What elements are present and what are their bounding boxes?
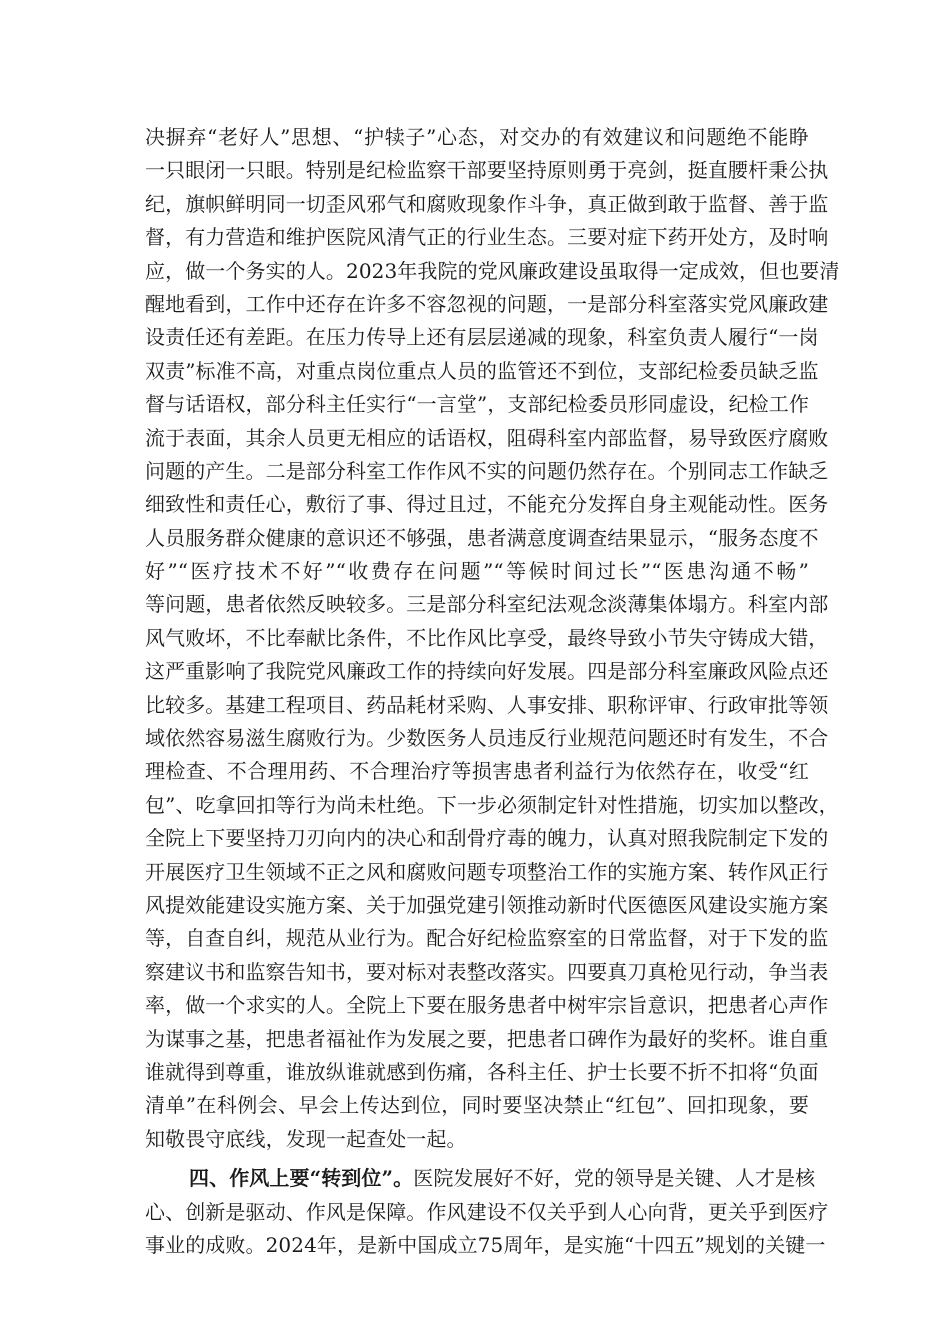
text-line: 设责任还有差距。在压力传导上还有层层递减的现象，科室负责人履行“一岗 [145,325,819,350]
text-line: 理检查、不合理用药、不合理治疗等损害患者利益行为依然存在，收受“红 [145,759,809,784]
text-line: 知敬畏守底线，发现一起查处一起。 [145,1126,467,1151]
text-line: 好”“医疗技术不好”“收费存在问题”“等候时间过长”“医患沟通不畅” [145,559,809,584]
section-heading: 四、作风上要“转到位”。 [189,1166,414,1191]
text-line: 这严重影响了我院党风廉政工作的持续向好发展。四是部分科室廉政风险点还 [145,659,829,684]
document-body [145,121,840,1262]
text-line: 督，有力营造和维护医院风清气正的行业生态。三要对症下药开处方，及时响 [145,225,829,250]
text-line: 人员服务群众健康的意识还不够强，患者满意度调查结果显示，“服务态度不 [145,525,819,550]
text-line: 督与话语权，部分科主任实行“一言堂”，支部纪检委员形同虚设，纪检工作 [145,392,809,417]
text-line: 醒地看到，工作中还存在许多不容忽视的问题，一是部分科室落实党风廉政建 [145,291,829,316]
text-line: 细致性和责任心，敷衍了事、得过且过，不能充分发挥自身主观能动性。医务 [145,492,829,517]
paragraph [145,121,840,1156]
text-line: 谁就得到尊重，谁放纵谁就感到伤痛，各科主任、护士长要不折不扣将“负面 [145,1059,819,1084]
text-line: 风气败坏，不比奉献比条件，不比作风比享受，最终导致小节失守铸成大错， [145,625,829,650]
text-line: 流于表面，其余人员更无相应的话语权，阻碍科室内部监督，易导致医疗腐败 [145,425,829,450]
text-line: 清单”在科例会、早会上传达到位，同时要坚决禁止“红包”、回扣现象，要 [145,1093,809,1118]
text-line [145,1162,816,1195]
text-line: 开展医疗卫生领域不正之风和腐败问题专项整治工作的实施方案、转作风正行 [145,859,829,884]
text-line: 决摒弃“老好人”思想、“护犊子”心态，对交办的有效建议和问题绝不能睁 [145,125,809,149]
text-line: 全院上下要坚持刀刃向内的决心和刮骨疗毒的魄力，认真对照我院制定下发的 [145,826,829,851]
text-line: 等，自查自纠，规范从业行为。配合好纪检监察室的日常监督，对于下发的监 [145,926,829,951]
text-line: 心、创新是驱动、作风是保障。作风建设不仅关乎到人心向背，更关乎到医疗 [145,1199,829,1224]
text-line: 等问题，患者依然反映较多。三是部分科室纪法观念淡薄集体塌方。科室内部 [145,592,829,617]
text-line: 双责”标准不高，对重点岗位重点人员的监管还不到位，支部纪检委员缺乏监 [145,358,819,383]
text-line: 问题的产生。二是部分科室工作作风不实的问题仍然存在。个别同志工作缺乏 [145,458,829,483]
text-line: 包”、吃拿回扣等行为尚未杜绝。下一步必须制定针对性措施，切实加以整改， [145,792,839,817]
text-line: 事业的成败。2024年，是新中国成立75周年，是实施“十四五”规划的关键一 [145,1232,826,1257]
text-line: 风提效能建设实施方案、关于加强党建引领推动新时代医德医风建设实施方案 [145,892,829,917]
text-line: 为谋事之基，把患者福祉作为发展之要，把患者口碑作为最好的奖杯。谁自重 [145,1026,829,1051]
heading-line-text: 医院发展好不好，党的领导是关键、人才是核 [413,1166,816,1191]
text-line: 察建议书和监察告知书，要对标对表整改落实。四要真刀真枪见行动，争当表 [145,959,829,984]
text-line: 一只眼闭一只眼。特别是纪检监察干部要坚持原则勇于亮剑，挺直腰杆秉公执 [145,158,829,183]
text-line: 比较多。基建工程项目、药品耗材采购、人事安排、职称评审、行政审批等领 [145,692,829,717]
text-line: 率，做一个求实的人。全院上下要在服务患者中树牢宗旨意识，把患者心声作 [145,993,829,1018]
text-line: 应，做一个务实的人。2023年我院的党风廉政建设虽取得一定成效，但也要清 [145,258,840,283]
text-line: 域依然容易滋生腐败行为。少数医务人员违反行业规范问题还时有发生，不合 [145,726,829,751]
paragraph [145,1162,829,1262]
text-line: 纪，旗帜鲜明同一切歪风邪气和腐败现象作斗争，真正做到敢于监督、善于监 [145,191,829,216]
